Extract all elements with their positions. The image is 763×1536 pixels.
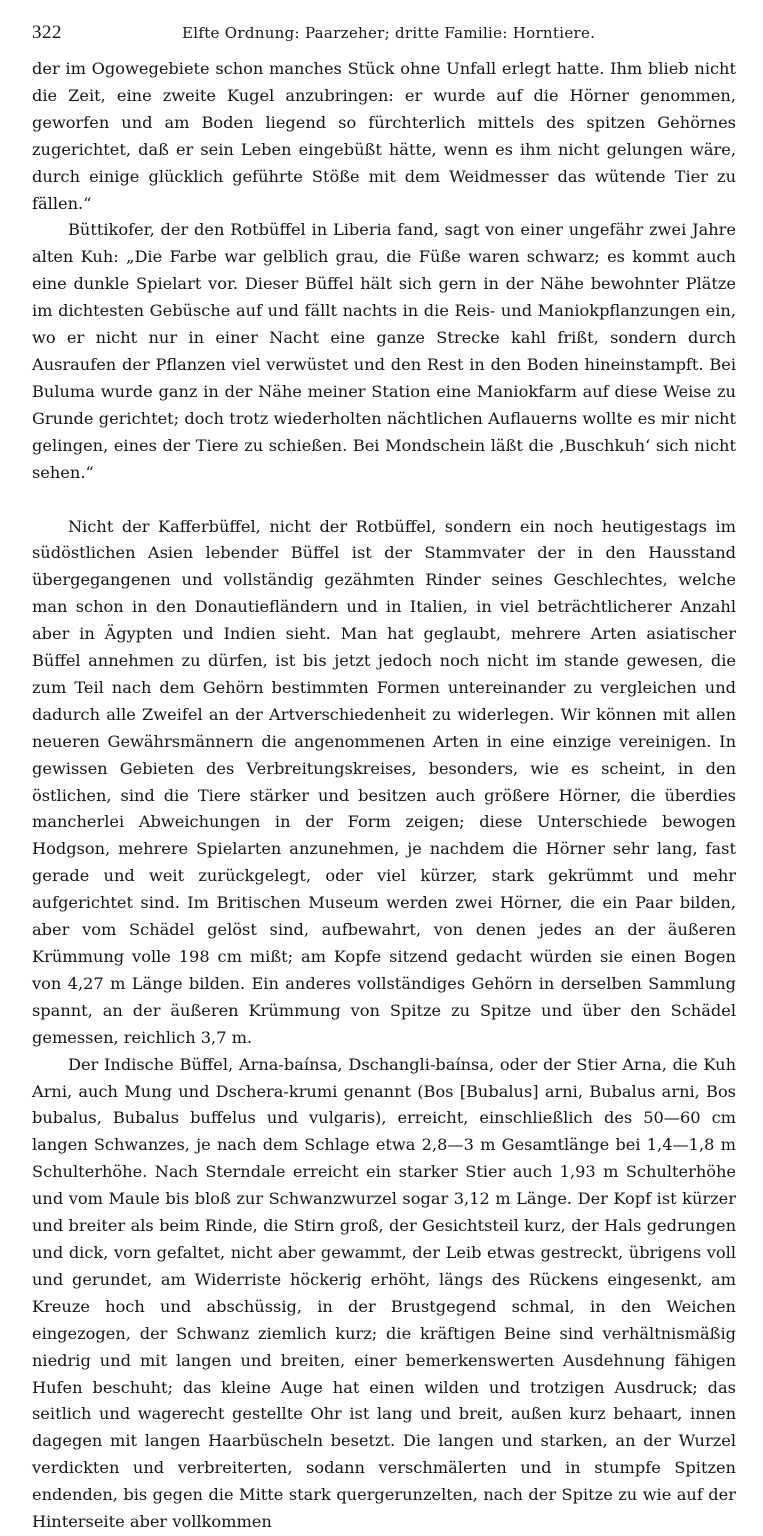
paragraph: Der Indische Büffel, Arna-baínsa, Dschangli-baínsa, oder der Stier Arna, die Kuh Arni, auch Mung und Dschera-krumi genannt (Bos [Bubalus] arni, Bubalus arni, Bos bubalus, Bubalus buffelus und vulgaris), erreicht, einschließlich des 50—60 cm langen Schwanzes, je nach dem Schlage etwa 2,8—3 m Gesamtlänge bei 1,4—1,8 m Schulterhöhe. Nach Sterndale erreicht ein starker Stier auch 1,93 m Schulterhöhe und vom Maule bis bloß zur Schwanzwurzel sogar 3,12 m Länge. Der Kopf ist kürzer und breiter als beim Rinde, die Stirn groß, der Gesichtsteil kurz, der Hals gedrungen und dick, vorn gefaltet, nicht aber gewammt, der Leib etwas gestreckt, übrigens voll und gerundet, am Widerriste höckerig erhöht, längs des Rückens eingesenkt, am Kreuze hoch und abschüssig, in der Brustgegend schmal, in den Weichen eingezogen, der Schwanz ziemlich kurz; die kräftigen Beine sind verhältnismäßig niedrig und mit langen und breiten, einer bemerkenswerten Ausdehnung fähigen Hufen beschuht; das kleine Auge hat einen wilden und trotzigen Ausdruck; das seitlich und wagerecht gestellte Ohr ist lang und breit, außen kurz behaart, innen dagegen mit langen Haarbüscheln besetzt. Die langen und starken, an der Wurzel verdickten und verbreiterten, sodann verschmälerten und in stumpfe Spitzen endenden, bis gegen die Mitte stark quergerunzelten, nach der Spitze zu wie auf der Hinterseite aber vollkommen bbox=[32, 1054, 736, 1532]
book-page bbox=[32, 22, 736, 1536]
paragraph: Büttikofer, der den Rotbüffel in Liberia fand, sagt von einer ungefähr zwei Jahre alten Kuh: „Die Farbe war gelblich grau, die Füße waren schwarz; es kommt auch eine dunkle Spielart vor. Dieser Büffel hält sich gern in der Nähe bewohnter Plätze im dichtesten Gebüsche auf und fällt nachts in die Reis- und Maniokpflanzungen ein, wo er nicht nur in einer Nacht eine ganze Strecke kahl frißt, sondern durch Ausraufen der Pflanzen viel verwüstet und den Rest in den Boden hineinstampft. Bei Buluma wurde ganz in der Nähe meiner Station eine Maniokfarm auf diese Weise zu Grunde gerichtet; doch trotz wiederholten nächtlichen Auflauerns wollte es mir nicht gelingen, eines der Tiere zu schießen. Bei Mondschein läßt die ‚Buschkuh‘ sich nicht sehen.“ bbox=[32, 220, 736, 482]
paragraph: Nicht der Kafferbüffel, nicht der Rotbüffel, sondern ein noch heutigestags im südöstlichen Asien lebender Büffel ist der Stammvater der in den Hausstand übergegangenen und vollständig gezähmten Rinder seines Geschlechtes, welche man schon in den Donautiefländern und in Italien, in viel beträchtlicherer Anzahl aber in Ägypten und Indien sieht. Man hat geglaubt, mehrere Arten asiatischer Büffel annehmen zu dürfen, ist bis jetzt jedoch noch nicht im stande gewesen, die zum Teil nach dem Gehörn bestimmten Formen untereinander zu vergleichen und dadurch alle Zweifel an der Artverschiedenheit zu widerlegen. Wir können mit allen neueren Gewährsmännern die angenommenen Arten in eine einzige vereinigen. In gewissen Gebieten des Verbreitungskreises, besonders, wie es scheint, in den östlichen, sind die Tiere stärker und besitzen auch größere Hörner, die überdies mancherlei Abweichungen in der Form zeigen; diese Unterschiede bewogen Hodgson, mehrere Spielarten anzunehmen, je nachdem die Hörner sehr lang, fast gerade und weit zurückgelegt, oder viel kürzer, stark gekrümmt und mehr aufgerichtet sind. Im Britischen Museum werden zwei Hörner, die ein Paar bilden, aber vom Schädel gelöst sind, aufbewahrt, von denen jedes an der äußeren Krümmung volle 198 cm mißt; am Kopfe sitzend gedacht würden sie einen Bogen von 4,27 m Länge bilden. Ein anderes vollständiges Gehörn in derselben Sammlung spannt, an der äußeren Krümmung von Spitze zu Spitze und über den Schädel gemessen, reichlich 3,7 m. bbox=[32, 516, 736, 1047]
running-head: Elfte Ordnung: Paarzeher; dritte Familie: Horntiere. bbox=[182, 24, 596, 42]
page-header bbox=[32, 22, 736, 56]
paragraph: der im Ogowegebiete schon manches Stück ohne Unfall erlegt hatte. Ihm blieb nicht die Zeit, eine zweite Kugel anzubringen: er wurde auf die Hörner genommen, geworfen und am Boden liegend so fürchterlich mittels des spitzen Gehörnes zugerichtet, daß er sein Leben eingebüßt hätte, wenn es ihm nicht gelungen wäre, durch einige glücklich geführte Stöße mit dem Weidmesser das wütende Tier zu fällen.“ bbox=[32, 59, 736, 213]
body-text bbox=[32, 56, 736, 1536]
page-number: 322 bbox=[32, 22, 62, 43]
